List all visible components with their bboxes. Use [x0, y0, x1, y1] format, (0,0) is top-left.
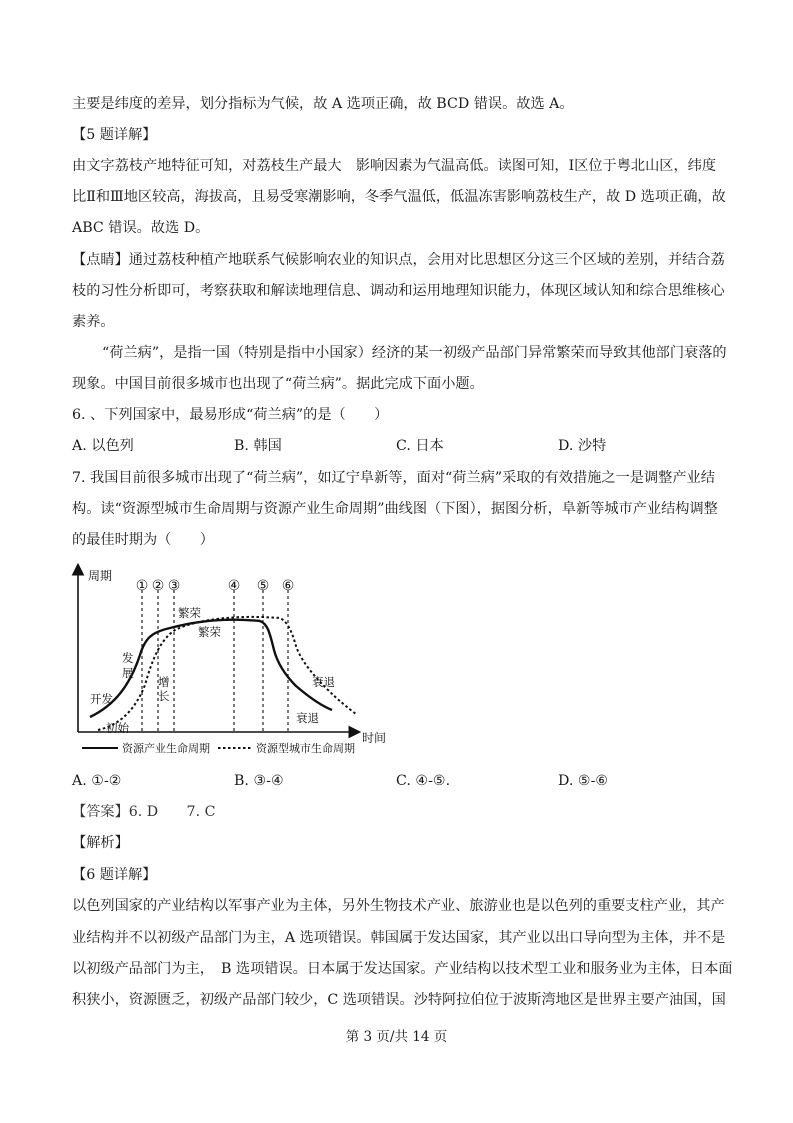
- text-line: 由文字荔枝产地特征可知，对荔枝生产最大 影响因素为气温高低。读图可知，Ⅰ区位于粤北山区，纬度: [72, 158, 717, 174]
- y-axis-label: 周期: [88, 569, 113, 583]
- answer-line: 【答案】6. D 7. C: [72, 804, 216, 820]
- text-line: 积狭小，资源匮乏，初级产品部门较少，C 选项错误。沙特阿拉伯位于波斯湾地区是世界主要产油国，国: [72, 992, 726, 1008]
- marker-5: ⑤: [256, 578, 270, 594]
- q7-option-a: A. ①-②: [72, 773, 122, 789]
- q6-option-a: A. 以色列: [72, 438, 134, 454]
- label-develop: 开发: [90, 692, 113, 706]
- text-line: 比Ⅱ和Ⅲ地区较高，海拔高，且易受寒潮影响，冬季气温低，低温冻害影响荔枝生产，故 D 选项正确，故: [72, 189, 726, 205]
- legend-solid-text: 资源产业生命周期: [122, 742, 210, 755]
- q7-option-d: D. ⑤-⑥: [558, 773, 609, 789]
- marker-4: ④: [227, 578, 241, 594]
- text-line: 业结构并不以初级产品部门为主，A 选项错误。韩国属于发达国家，其产业以出口导向型为主体，并不是: [72, 930, 726, 946]
- label-decline-dotted: 衰退: [312, 675, 335, 689]
- question-7: 的最佳时期为（ ）: [72, 532, 214, 548]
- text-line: 以初级产品部门为主， B 选项错误。日本属于发达国家。产业结构以技术型工业和服务业为主体，日本面: [72, 961, 733, 977]
- passage-line: 现象。中国目前很多城市也出现了“荷兰病”。据此完成下面小题。: [72, 376, 484, 392]
- legend-dotted-text: 资源型城市生命周期: [256, 742, 355, 755]
- text-line: 主要是纬度的差异，划分指标为气候，故 A 选项正确，故 BCD 错误。故选 A。: [72, 96, 574, 112]
- x-axis-label: 时间: [362, 731, 387, 745]
- q6-option-d: D. 沙特: [558, 438, 607, 454]
- q7-option-b: B. ③-④: [234, 773, 284, 789]
- question-7: 7. 我国目前很多城市出现了“荷兰病”，如辽宁阜新等，面对“荷兰病”采取的有效措施之一是调整产业结: [72, 470, 715, 486]
- label-prosper-dotted: 繁荣: [198, 625, 221, 639]
- label-increase-1: 增: [158, 675, 170, 689]
- marker-2: ②: [151, 578, 165, 594]
- section-heading: 【5 题详解】: [72, 127, 157, 143]
- lifecycle-figure: [70, 560, 400, 756]
- page-footer: 第 3 页/共 14 页: [345, 1029, 448, 1045]
- text-line: 以色列国家的产业结构以军事产业为主体，另外生物技术产业、旅游业也是以色列的重要支柱产业，其产: [72, 898, 725, 914]
- marker-3: ③: [167, 578, 181, 594]
- analysis-heading: 【解析】: [72, 835, 129, 851]
- text-line: 素养。: [72, 314, 115, 330]
- question-6: 6. 、下列国家中，最易形成“荷兰病”的是（ ）: [72, 407, 389, 423]
- label-growth-1: 发: [122, 651, 134, 665]
- label-initial: 初始: [106, 721, 129, 735]
- label-increase-2: 长: [158, 689, 170, 703]
- label-prosper-solid: 繁荣: [178, 606, 201, 620]
- marker-1: ①: [135, 578, 149, 594]
- q6-option-c: C. 日本: [396, 438, 444, 454]
- question-7: 构。读“资源型城市生命周期与资源产业生命周期”曲线图（下图），据图分析，阜新等城市产业结构调整: [72, 501, 718, 517]
- label-decline-solid: 衰退: [296, 711, 319, 725]
- text-line: 枝的习性分析即可，考察获取和解读地理信息、调动和运用地理知识能力，体现区域认知和综合思维核心: [72, 283, 725, 299]
- q6-option-b: B. 韩国: [234, 438, 282, 454]
- q7-option-c: C. ④-⑤.: [396, 773, 451, 789]
- text-line: 【点睛】通过荔枝种植产地联系气候影响农业的知识点，会用对比思想区分这三个区域的差别，并结合荔: [72, 252, 725, 268]
- marker-6: ⑥: [281, 578, 295, 594]
- text-line: ABC 错误。故选 D。: [72, 220, 210, 236]
- label-growth-2: 展: [122, 666, 134, 680]
- marker-lines: [142, 590, 288, 732]
- section-heading: 【6 题详解】: [72, 867, 157, 883]
- passage-line: “荷兰病”，是指一国（特别是指中小国家）经济的某一初级产品部门异常繁荣而导致其他部门衰落的: [102, 345, 727, 361]
